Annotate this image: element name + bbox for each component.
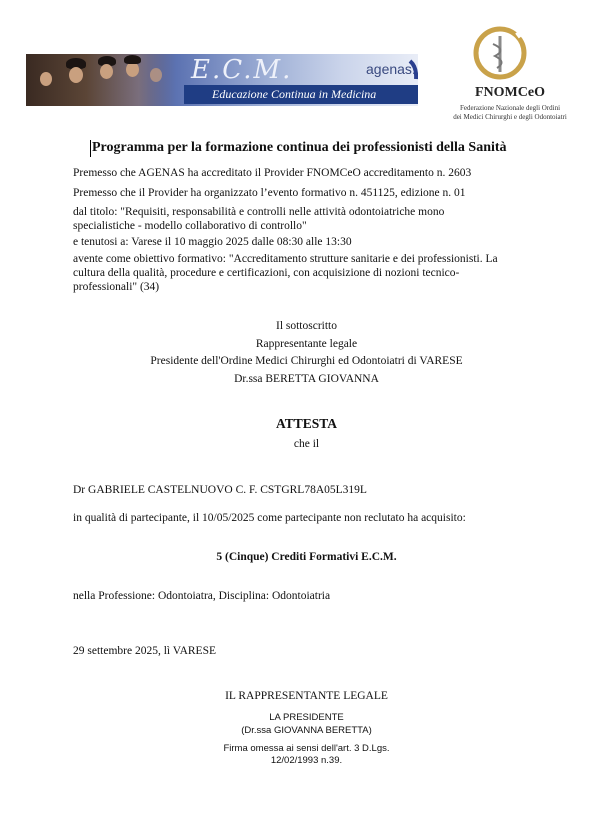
signature-role: LA PRESIDENTE (269, 712, 344, 723)
participation-statement: in qualità di partecipante, il 10/05/2025 come partecipante non reclutato ha acquisito: (73, 512, 466, 524)
ecm-title: E.C.M. (191, 55, 293, 85)
attesta-heading: ATTESTA (275, 416, 338, 431)
ecm-subtitle: Educazione Continua in Medicina (184, 85, 418, 104)
fnomceo-subtitle-line-2: dei Medici Chirurghi e degli Odontoiatri (453, 113, 567, 121)
profession-discipline: nella Professione: Odontoiatra, Disciplina: Odontoiatria (73, 590, 331, 602)
participant-name: Dr GABRIELE CASTELNUOVO C. F. CSTGRL78A05L319L (73, 484, 367, 496)
premise-agenas: Premesso che AGENAS ha accreditato il Provider FNOMCeO accreditamento n. 2603 (73, 167, 472, 179)
fnomceo-subtitle (430, 104, 590, 122)
event-held-at: e tenutosi a: Varese il 10 maggio 2025 dalle 08:30 alle 13:30 (73, 236, 352, 248)
event-title-line-1: dal titolo: "Requisiti, responsabilità e controlli nelle attività odontoiatriche mono (73, 206, 445, 218)
agenas-logo-icon (407, 57, 418, 83)
objective-line-2: cultura della qualità, procedure e certificazioni, con acquisizione di nozioni tecnico- (73, 267, 460, 279)
president-of-order: Presidente dell'Ordine Medici Chirurghi ed Odontoiatri di VARESE (150, 355, 463, 367)
objective-line-3: professionali" (34) (73, 281, 160, 293)
legal-representative-label: Rappresentante legale (255, 338, 358, 350)
ecm-banner (26, 54, 418, 106)
che-il-label: che il (293, 438, 320, 450)
agenas-logo-text: agenas. (366, 61, 416, 77)
event-title-line-2: specialistiche - modello collaborativo di controllo" (73, 220, 307, 232)
undersigned-label: Il sottoscritto (275, 320, 337, 332)
banner-painting (26, 54, 176, 106)
signature-note-line-2: 12/02/1993 n.39. (270, 755, 343, 766)
fnomceo-name: FNOMCeO (475, 85, 545, 100)
signature-note-line-1: Firma omessa ai sensi dell'art. 3 D.Lgs. (223, 743, 390, 754)
date-place: 29 settembre 2025, lì VARESE (73, 645, 217, 657)
signature-title: IL RAPPRESENTANTE LEGALE (225, 690, 388, 702)
fnomceo-logo-icon (473, 26, 527, 84)
president-name: Dr.ssa BERETTA GIOVANNA (234, 373, 379, 385)
document-title: Programma per la formazione continua dei professionisti della Sanità (92, 140, 507, 155)
text-cursor (90, 140, 91, 157)
signature-name: (Dr.ssa GIOVANNA BERETTA) (241, 725, 372, 736)
credits-awarded: 5 (Cinque) Crediti Formativi E.C.M. (216, 551, 397, 563)
objective-line-1: avente come obiettivo formativo: "Accreditamento strutture sanitarie e dei professionisti. La (73, 253, 498, 265)
premise-provider: Premesso che il Provider ha organizzato l’evento formativo n. 451125, edizione n. 01 (73, 187, 466, 199)
fnomceo-subtitle-line-1: Federazione Nazionale degli Ordini (459, 104, 561, 112)
